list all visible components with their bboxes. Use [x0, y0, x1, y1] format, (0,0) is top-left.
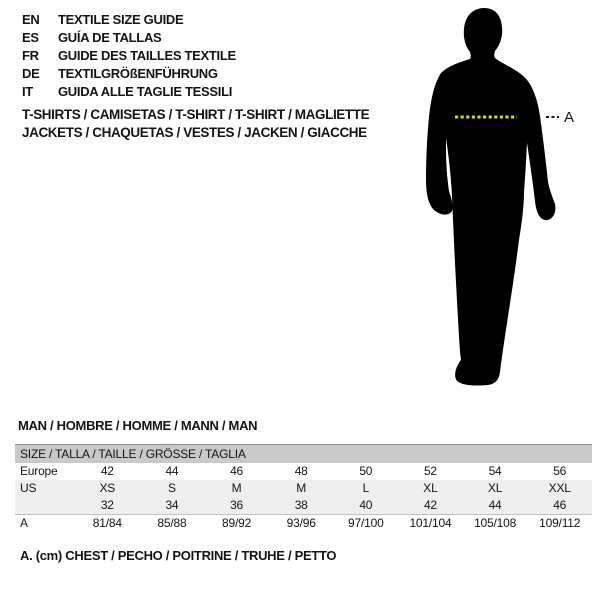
language-code: FR	[22, 48, 39, 63]
size-cell: XXL	[548, 481, 571, 495]
table-row-europe	[15, 463, 592, 480]
section-title-man: MAN / HOMBRE / HOMME / MANN / MAN	[18, 418, 258, 433]
language-row-es	[22, 29, 236, 47]
size-cell: 48	[294, 464, 308, 478]
language-label: TEXTILE SIZE GUIDE	[58, 12, 184, 27]
language-code: EN	[22, 12, 40, 27]
size-cell: 44	[488, 498, 502, 512]
language-code: IT	[22, 84, 33, 99]
size-cell: 54	[488, 464, 502, 478]
language-label: GUIDA ALLE TAGLIE TESSILI	[58, 84, 233, 99]
measure-label-a: A	[564, 109, 575, 126]
language-row-de	[22, 65, 236, 83]
size-cell: 101/104	[409, 516, 452, 530]
size-cell: L	[362, 481, 370, 495]
size-cell: 42	[423, 498, 437, 512]
language-row-it	[22, 83, 236, 101]
size-cell: XS	[99, 481, 116, 495]
category-line-jackets: JACKETS / CHAQUETAS / VESTES / JACKEN / GIACCHE	[22, 125, 367, 140]
size-cell: M	[296, 481, 307, 495]
size-cell: 34	[165, 498, 179, 512]
garment-categories	[22, 106, 369, 142]
row-label: Europe	[20, 464, 58, 478]
language-row-en	[22, 11, 236, 29]
language-list	[22, 11, 236, 101]
size-table	[15, 444, 592, 532]
category-line-tshirts: T-SHIRTS / CAMISETAS / T-SHIRT / T-SHIRT / MAGLIETTE	[22, 107, 370, 122]
size-cell: 97/100	[348, 516, 384, 530]
size-cell: 36	[230, 498, 244, 512]
size-table-header: SIZE / TALLA / TAILLE / GRÖSSE / TAGLIA	[15, 445, 592, 463]
size-cell: 46	[553, 498, 567, 512]
size-cell: 46	[230, 464, 244, 478]
size-cell: XL	[487, 481, 503, 495]
language-code: ES	[22, 30, 39, 45]
size-cell: 85/88	[157, 516, 187, 530]
language-code: DE	[22, 66, 40, 81]
size-cell: 52	[423, 464, 437, 478]
size-cell: 89/92	[222, 516, 252, 530]
size-cell: 32	[100, 498, 114, 512]
size-cell: 50	[359, 464, 373, 478]
table-row-chest-a	[15, 514, 592, 532]
size-cell: 109/112	[539, 516, 581, 530]
table-row-us	[15, 480, 592, 497]
silhouette-body	[439, 8, 528, 386]
size-cell: 42	[100, 464, 114, 478]
table-row-numeric	[15, 497, 592, 514]
size-cell: M	[231, 481, 242, 495]
size-cell: 44	[165, 464, 179, 478]
row-label: A	[20, 516, 28, 530]
size-cell: 93/96	[286, 516, 316, 530]
measurement-footnote: A. (cm) CHEST / PECHO / POITRINE / TRUHE / PETTO	[20, 548, 337, 563]
man-silhouette-figure	[400, 0, 600, 400]
size-cell: 56	[553, 464, 567, 478]
row-label: US	[20, 481, 37, 495]
size-cell: XL	[423, 481, 438, 495]
size-cell: 40	[359, 498, 373, 512]
size-cell: 105/108	[474, 516, 517, 530]
man-silhouette-svg	[400, 0, 600, 400]
size-cell: S	[168, 481, 176, 495]
language-label: TEXTILGRÖßENFÜHRUNG	[58, 66, 218, 81]
size-cell: 81/84	[92, 516, 122, 530]
language-row-fr	[22, 47, 236, 65]
language-label: GUIDE DES TAILLES TEXTILE	[58, 48, 236, 63]
language-label: GUÍA DE TALLAS	[58, 30, 162, 45]
size-cell: 38	[294, 498, 308, 512]
row-label	[15, 497, 75, 514]
